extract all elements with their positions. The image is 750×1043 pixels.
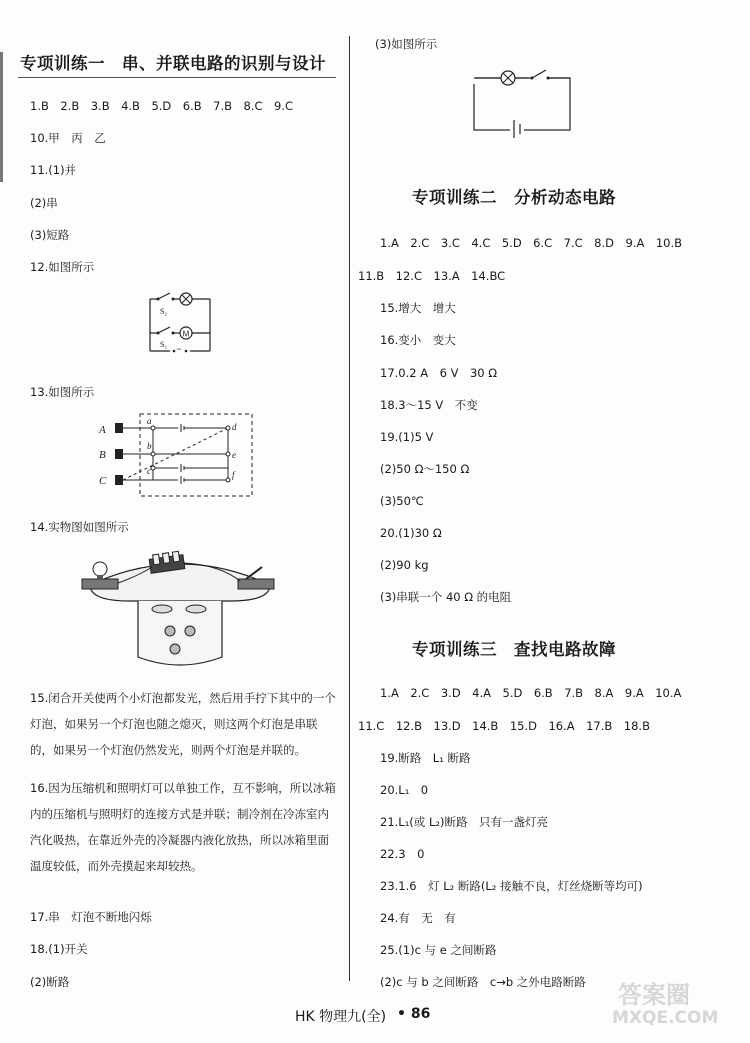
lamp-icon bbox=[501, 71, 515, 85]
real-circuit-figure-q14 bbox=[80, 545, 280, 675]
answer-line: 10.甲 丙 乙 bbox=[30, 131, 106, 145]
answer-line: (3)串联一个 40 Ω 的电阻 bbox=[380, 590, 512, 604]
answer-line: (2)c 与 b 之间断路 c→b 之外电路断路 bbox=[380, 975, 586, 989]
title-underline bbox=[18, 77, 336, 78]
answer-line: (2)串 bbox=[30, 196, 58, 210]
answer-line: 11.B 12.C 13.A 14.BC bbox=[358, 269, 506, 283]
page-number: • 86 bbox=[397, 1006, 431, 1022]
svg-text:C: C bbox=[99, 475, 107, 487]
answer-line: 15.增大 增大 bbox=[380, 301, 456, 315]
watermark-logo: 答案圈 bbox=[618, 981, 690, 1009]
answer-line: 23.1.6 灯 L₂ 断路(L₂ 接触不良，灯丝烧断等均可) bbox=[380, 879, 643, 893]
circuit-diagram-q12 bbox=[140, 285, 230, 365]
svg-text:d: d bbox=[232, 422, 237, 432]
svg-text:A: A bbox=[99, 424, 106, 436]
answer-line: 20.(1)30 Ω bbox=[380, 526, 442, 540]
svg-text:S₂: S₂ bbox=[160, 307, 168, 316]
svg-text:B: B bbox=[99, 449, 106, 461]
answer-line: 25.(1)c 与 e 之间断路 bbox=[380, 943, 497, 957]
answer-line: 19.断路 L₁ 断路 bbox=[380, 751, 471, 765]
answer-line: 16.变小 变大 bbox=[380, 333, 456, 347]
answer-line: 12.如图所示 bbox=[30, 260, 95, 274]
answer-line: 20.L₁ 0 bbox=[380, 783, 429, 797]
answer-line: 18.(1)开关 bbox=[30, 942, 88, 956]
answer-paragraph: 16.因为压缩机和照明灯可以单独工作，互不影响，所以冰箱内的压缩机与照明灯的连接方式是并联；制冷剂在冷冻室内汽化吸热，在靠近外壳的冷凝器内液化放热，所以冰箱里面温度较低，而外壳摸起来却较热。 bbox=[30, 781, 336, 873]
answer-line: 22.3 0 bbox=[380, 847, 425, 861]
section2-title: 专项训练二 分析动态电路 bbox=[412, 188, 616, 207]
circuit-diagram-q13 bbox=[95, 410, 265, 502]
svg-text:b: b bbox=[147, 441, 152, 451]
answer-line: 1.B 2.B 3.B 4.B 5.D 6.B 7.B 8.C 9.C bbox=[30, 99, 293, 113]
section3-title: 专项训练三 查找电路故障 bbox=[412, 640, 616, 659]
circuit-diagram-q19 bbox=[470, 60, 580, 140]
svg-text:c: c bbox=[147, 466, 151, 476]
svg-text:S₁: S₁ bbox=[160, 340, 168, 349]
answer-line: 19.(1)5 V bbox=[380, 430, 434, 444]
answer-line: (3)短路 bbox=[30, 228, 70, 242]
answer-line: (2)断路 bbox=[30, 975, 70, 989]
lamp-icon bbox=[180, 293, 192, 305]
motor-icon bbox=[180, 327, 192, 339]
page-edge-mark bbox=[0, 52, 3, 182]
answer-paragraph: 15.闭合开关使两个小灯泡都发光，然后用手拧下其中的一个灯泡，如果另一个灯泡也随之熄灭，则这两个灯泡是串联的，如果另一个灯泡仍然发光，则两个灯泡是并联的。 bbox=[30, 691, 336, 757]
answer-line: 1.A 2.C 3.D 4.A 5.D 6.B 7.B 8.A 9.A 10.A bbox=[380, 686, 682, 700]
answer-line: 11.(1)并 bbox=[30, 163, 77, 177]
svg-text:e: e bbox=[232, 450, 236, 460]
answer-line: (3)如图所示 bbox=[375, 37, 438, 51]
svg-text:a: a bbox=[147, 416, 152, 426]
answer-line: 24.有 无 有 bbox=[380, 911, 456, 925]
answer-line: 18.3～15 V 不变 bbox=[380, 398, 478, 412]
answer-line: 17.串 灯泡不断地闪烁 bbox=[30, 910, 152, 924]
answer-line: (2)50 Ω～150 Ω bbox=[380, 462, 470, 476]
answer-line: 1.A 2.C 3.C 4.C 5.D 6.C 7.C 8.D 9.A 10.B bbox=[380, 236, 683, 250]
answer-line: 17.0.2 A 6 V 30 Ω bbox=[380, 366, 498, 380]
footer-label: HK 物理九(全) bbox=[295, 1009, 387, 1025]
svg-text:~: ~ bbox=[176, 345, 182, 354]
answer-line: 13.如图所示 bbox=[30, 385, 95, 399]
answer-line: (2)90 kg bbox=[380, 558, 429, 572]
svg-text:M: M bbox=[182, 329, 190, 339]
column-divider bbox=[349, 36, 350, 981]
answer-line: (3)50℃ bbox=[380, 494, 424, 508]
answer-line: 11.C 12.B 13.D 14.B 15.D 16.A 17.B 18.B bbox=[358, 719, 650, 733]
watermark-url: MXQE.COM bbox=[612, 1008, 719, 1028]
svg-text:f: f bbox=[232, 470, 235, 480]
section1-title: 专项训练一 串、并联电路的识别与设计 bbox=[20, 54, 326, 73]
answer-line: 21.L₁(或 L₂)断路 只有一盏灯亮 bbox=[380, 815, 548, 829]
answer-line: 14.实物图如图所示 bbox=[30, 520, 129, 534]
